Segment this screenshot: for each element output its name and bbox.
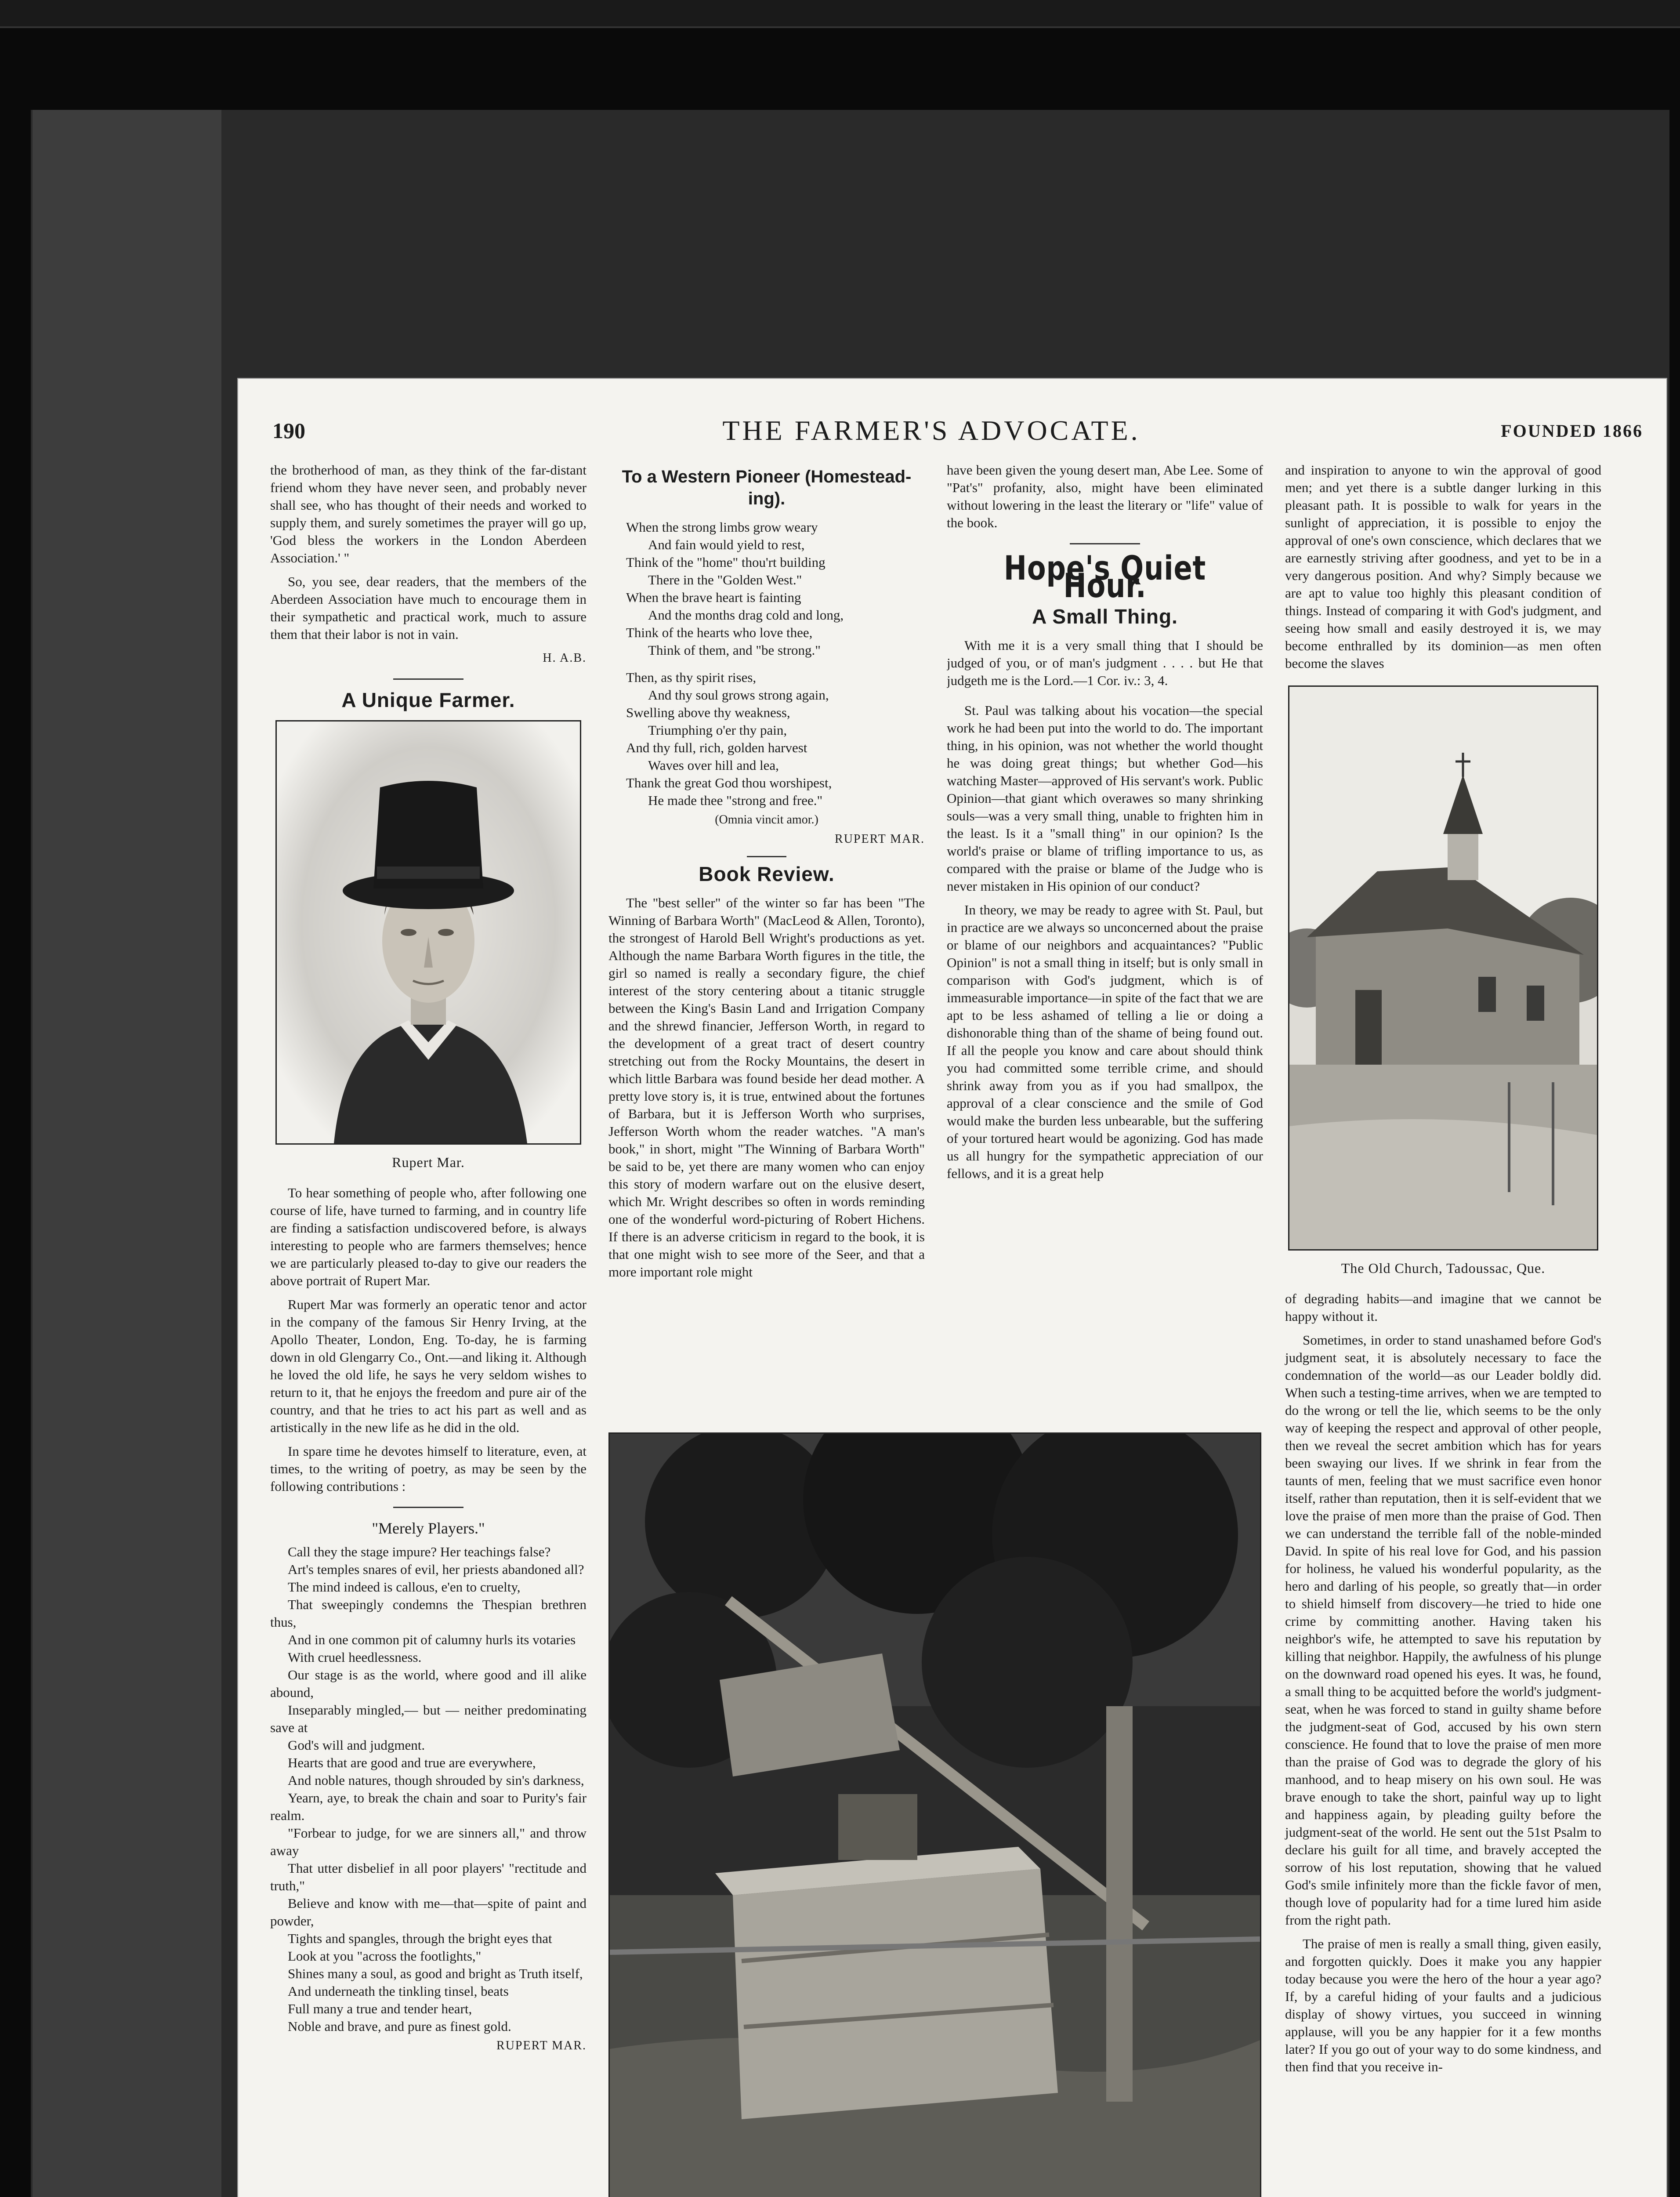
church-caption: The Old Church, Tadoussac, Que. bbox=[1341, 1260, 1546, 1276]
poem-line: Shines many a soul, as good and bright as Truth itself, bbox=[288, 1966, 583, 1981]
newspaper-page bbox=[237, 378, 1667, 2197]
hope-paragraph-6: The praise of men is really a small thing, given easily, and forgotten quickly. Does it make you any happier today because you were the hero of the hour a year ago? If, by a careful hiding of your faults and a judicious display of showy virtues, you succeed in winning applause, will you be any happier for it a few months later? If you go out of your way to do some kindness, and then find that you receive in- bbox=[1285, 1936, 1601, 2074]
hope-paragraph-4: of degrading habits—and imagine that we cannot be happy without it. bbox=[1285, 1291, 1601, 1324]
poem-line: There in the "Golden West." bbox=[648, 572, 802, 587]
poem-line: Full many a true and tender heart, bbox=[288, 2001, 472, 2016]
poem-line: And in one common pit of calumny hurls its votaries bbox=[288, 1632, 576, 1647]
poem-line: Art's temples snares of evil, her priests abandoned all? bbox=[288, 1562, 584, 1577]
small-thing-heading: A Small Thing. bbox=[1032, 605, 1178, 628]
signature-hab: H. A.B. bbox=[543, 651, 587, 665]
poem-line: Think of the "home" thou'rt building bbox=[626, 555, 826, 570]
divider bbox=[747, 856, 786, 857]
poem-signature: RUPERT MAR. bbox=[496, 2039, 587, 2052]
poem-line: Look at you "across the footlights," bbox=[288, 1948, 482, 1964]
poem-line: Think of the hearts who love thee, bbox=[626, 625, 813, 640]
old-church-image bbox=[1289, 687, 1597, 1249]
poem-line: God's will and judgment. bbox=[288, 1737, 425, 1753]
portrait-caption: Rupert Mar. bbox=[392, 1154, 465, 1170]
aberdeen-paragraph-2: So, you see, dear readers, that the members of the Aberdeen Association have much to encourage them in their sympathetic and practical work, much to assure them that their labor is not in vain. bbox=[270, 574, 587, 642]
poem-line: He made thee "strong and free." bbox=[648, 793, 823, 808]
poem-line: Our stage is as the world, where good and ill alike abound, bbox=[270, 1667, 587, 1700]
column-3 bbox=[947, 461, 1263, 1419]
hope-paragraph-2: In theory, we may be ready to agree with St. Paul, but in practice are we always so unconcerned about the praise or blame of our neighbors and acquaintances? "Public Opinion" is not a small thing in itself; but is only small in comparison with God's judgment, which is of immeasurable importance—in spite of the fact that we are apt to be less ashamed of telling a lie or doing a dishonorable thing than of the shame of being found out. If all the people you know and care about should think you had committed some terrible crime, and should shrink away from you as if you had smallpox, the approval of a clear conscience and the smile of God would make the burden less unbearable, but the suffering of your tortured heart would be agonizing. God has made us all hungry for the sympathetic appreciation of our fellows, and it is a great help bbox=[947, 902, 1263, 1181]
poem-line: Then, as thy spirit rises, bbox=[626, 670, 757, 685]
poem-line: And noble natures, though shrouded by sin's darkness, bbox=[288, 1773, 584, 1788]
page-number: 190 bbox=[272, 418, 305, 443]
page-header bbox=[272, 413, 1643, 448]
hope-paragraph-1: St. Paul was talking about his vocation—the special work he had been put into the world to do. The important thing, in his opinion, was not whether the world thought he was doing great things; but whether God—his watching Master—approved of His servant's work. Public Opinion—that giant which overawes so many shrinking souls—was a very small thing, unable to frighten him in the least. Is it a "small thing" in our opinion? Is the world's praise or blame of trifling importance to us, as compared with the praise or blame of the Judge who is never mistaken in His opinion of our conduct? bbox=[947, 703, 1263, 894]
column-2 bbox=[608, 461, 925, 1419]
poem-line: And thy soul grows strong again, bbox=[648, 687, 829, 703]
poem-motto: (Omnia vincit amor.) bbox=[715, 813, 818, 827]
poem-signature: RUPERT MAR. bbox=[835, 832, 925, 846]
old-well-figure bbox=[608, 1432, 1263, 2197]
pioneer-poem-title: To a Western Pioneer (Homestead-ing). bbox=[622, 467, 912, 508]
old-well-image bbox=[610, 1434, 1260, 2197]
poem-line: Noble and brave, and pure as finest gold. bbox=[288, 2019, 511, 2034]
portrait-photo bbox=[275, 720, 581, 1145]
scan-top-band bbox=[0, 0, 1680, 28]
poem-line: Swelling above thy weakness, bbox=[626, 705, 790, 720]
merely-players-poem bbox=[270, 1543, 587, 2035]
poem-line: Tights and spangles, through the bright eyes that bbox=[288, 1931, 552, 1946]
poem-line: And underneath the tinkling tinsel, beats bbox=[288, 1983, 509, 1999]
poem-line: And thy full, rich, golden harvest bbox=[626, 740, 807, 755]
poem-line: When the brave heart is fainting bbox=[626, 590, 801, 605]
poem-line: Hearts that are good and true are everywhere, bbox=[288, 1755, 536, 1770]
hope-paragraph-3: and inspiration to anyone to win the approval of good men; and yet there is a subtle danger lurking in this pleasant path. It is possible to walk for years in the sunlight of appreciation, it is possible to enjoy the approval of one's own conscience, which declares that we are earnestly striving after goodness, and yet to be in a very dangerous position. And why? Simply because we are apt to value too highly this pleasant condition of things. Instead of comparing it with God's judgment, and seeing how small and easily destroyed it is, we may become enthralled by its dominion—as men often become the slaves bbox=[1285, 462, 1601, 671]
poem-line: The mind indeed is callous, e'en to cruelty, bbox=[288, 1579, 521, 1595]
column-4 bbox=[1285, 461, 1601, 2082]
book-review-heading: Book Review. bbox=[699, 863, 835, 885]
poem-line: With cruel heedlessness. bbox=[288, 1650, 422, 1665]
divider bbox=[393, 678, 463, 680]
scan-left-strip bbox=[33, 110, 221, 2197]
poem-line: Triumphing o'er thy pain, bbox=[648, 722, 787, 738]
farmer-paragraph-3: In spare time he devotes himself to literature, even, at times, to the writing of poetry, as may be seen by the following contributions : bbox=[270, 1443, 587, 1494]
poem-line: Yearn, aye, to break the chain and soar to Purity's fair realm. bbox=[270, 1790, 587, 1823]
poem-line: Waves over hill and lea, bbox=[648, 758, 779, 773]
old-well-photo bbox=[608, 1432, 1261, 2197]
pioneer-poem bbox=[608, 518, 925, 809]
poem-line: "Forbear to judge, for we are sinners all," and throw away bbox=[270, 1825, 587, 1858]
book-review-paragraph: The "best seller" of the winter so far has been "The Winning of Barbara Worth" (MacLeod & Allen, Toronto), the strongest of Harold Bell Wright's productions as yet. Although the name Barbara Worth figures in the title, the girl so named is really a secondary figure, the chief interest of the story centering about a titanic struggle between the King's Basin Land and Irrigation Company and the shrewd financier, Jefferson Worth, in regard to the development of a great tract of desert country stretching out from the Rocky Mountains, the desert in which little Barbara was found beside her dead mother. A pretty love story is, it is true, entwined about the fortunes of Barbara, but it is Jefferson Worth who surprises, Jefferson Worth whom the reader watches. "A man's book," in short, might "The Winning of Barbara Worth" be said to be, yet there are many women who can enjoy this story of modern warfare out on the elusive desert, which Mr. Wright describes so often in words reminding one of the wonderful word-picturing of Robert Hichens. If there is an adverse criticism in regard to the book, it is that one might wish to see more of the Seer, and that a more important role might bbox=[608, 895, 925, 1280]
poem-line: Call they the stage impure? Her teachings false? bbox=[288, 1544, 551, 1559]
founded-date: FOUNDED 1866 bbox=[1501, 421, 1643, 441]
poem-title: "Merely Players." bbox=[372, 1519, 485, 1537]
church-photo bbox=[1288, 685, 1598, 1251]
poem-line: Think of them, and "be strong." bbox=[648, 642, 821, 658]
rupert-mar-portrait-image bbox=[277, 721, 580, 1143]
poem-line: Inseparably mingled,— but — neither predominating save at bbox=[270, 1702, 587, 1735]
farmer-paragraph-1: To hear something of people who, after following one course of life, have turned to farming, and in country life are finding a satisfaction undiscovered before, is always interesting to people who are farmers themselves; hence we are particularly pleased to-day to give our readers the above portrait of Rupert Mar. bbox=[270, 1185, 587, 1288]
hope-paragraph-5: Sometimes, in order to stand unashamed before God's judgment seat, it is absolutely necessary to face the condemnation of the world—as our Leader boldly did. When such a testing-time arrives, when we are tempted to do the wrong or tell the lie, which seems to be the only way of keeping the respect and approval of other people, then we reveal the secret ambition which has for years been swaying our lives. If we shrink in fear from the taunts of men, feeling that we must sacrifice even honor itself, rather than reputation, then it is self-evident that we love the praise of men more than the praise of God. Then we can understand the terrible fall of the noble-minded David. In spite of his real love for God, and his passion for holiness, he valued his wonderful popularity, as the hero and darling of his people, so greatly that—in order to shield himself from discovery—he tried to hide one crime by committing another. Having taken his neighbor's wife, he attempted to save his reputation by killing that neighbor. Happily, the awfulness of his plunge on the downward road opened his eyes. It was, he found, a small thing to be acquitted before the world's judgment-seat, when he was forced to stand in guilty shame before the judgment-seat of God, accused by his own stern conscience. He found that to love the praise of men more than the praise of God was to degrade the glory of his manhood, and to heap misery on his own soul. He was brave enough to take the short, painful way up to light and happiness again, by pleading guilty before the judgment-seat of the world. He sent out the 51st Psalm to declare his guilt for all time, and bravely accepted the sorrow of his lost reputation, showing that he valued God's smile infinitely more than the fickle favor of men, though love of popularity had for a time lured him aside from the right path. bbox=[1285, 1332, 1601, 1928]
unique-farmer-heading: A Unique Farmer. bbox=[341, 689, 515, 711]
poem-line: That sweepingly condemns the Thespian brethren thus, bbox=[270, 1597, 587, 1630]
farmer-paragraph-2: Rupert Mar was formerly an operatic tenor and actor in the company of the famous Sir Henry Irving, at the Apollo Theater, London, Eng. To-day, he is farming down in old Glengarry Co., Ont.—and liking it. Although he loved the old life, he says he very seldom wishes to return to it, that he enjoys the freedom and pure air of the country, and that he tries to act his part as well and as artistically in the new life as he did in the old. bbox=[270, 1297, 587, 1435]
poem-line: And the months drag cold and long, bbox=[648, 607, 844, 623]
poem-line: Believe and know with me—that—spite of paint and powder, bbox=[270, 1896, 587, 1929]
masthead: THE FARMER'S ADVOCATE. bbox=[722, 415, 1141, 446]
poem-line: When the strong limbs grow weary bbox=[626, 519, 818, 535]
divider bbox=[1070, 543, 1140, 544]
divider bbox=[393, 1507, 463, 1508]
poem-line: And fain would yield to rest, bbox=[648, 537, 805, 552]
column-1 bbox=[270, 461, 587, 2063]
book-review-continued: have been given the young desert man, Abe Lee. Some of "Pat's" profanity, also, might have been eliminated without lowering in the least the literary or "life" value of the book. bbox=[947, 462, 1263, 530]
aberdeen-paragraph: the brotherhood of man, as they think of the far-distant friend whom they have never seen, and probably never shall see, who has thought of their needs and worked to supply them, and surely sometimes the prayer will go up, 'God bless the workers in the London Aberdeen Association.' " bbox=[270, 462, 587, 566]
poem-line: That utter disbelief in all poor players' "rectitude and truth," bbox=[270, 1860, 587, 1893]
hopes-quiet-hour-heading: Hope's Quiet Hour. bbox=[1003, 548, 1206, 605]
scripture-quote: With me it is a very small thing that I should be judged of you, or of man's judgment . . . . but He that judgeth me is the Lord.—1 Cor. iv.: 3, 4. bbox=[947, 638, 1263, 688]
poem-line: Thank the great God thou worshipest, bbox=[626, 775, 832, 790]
